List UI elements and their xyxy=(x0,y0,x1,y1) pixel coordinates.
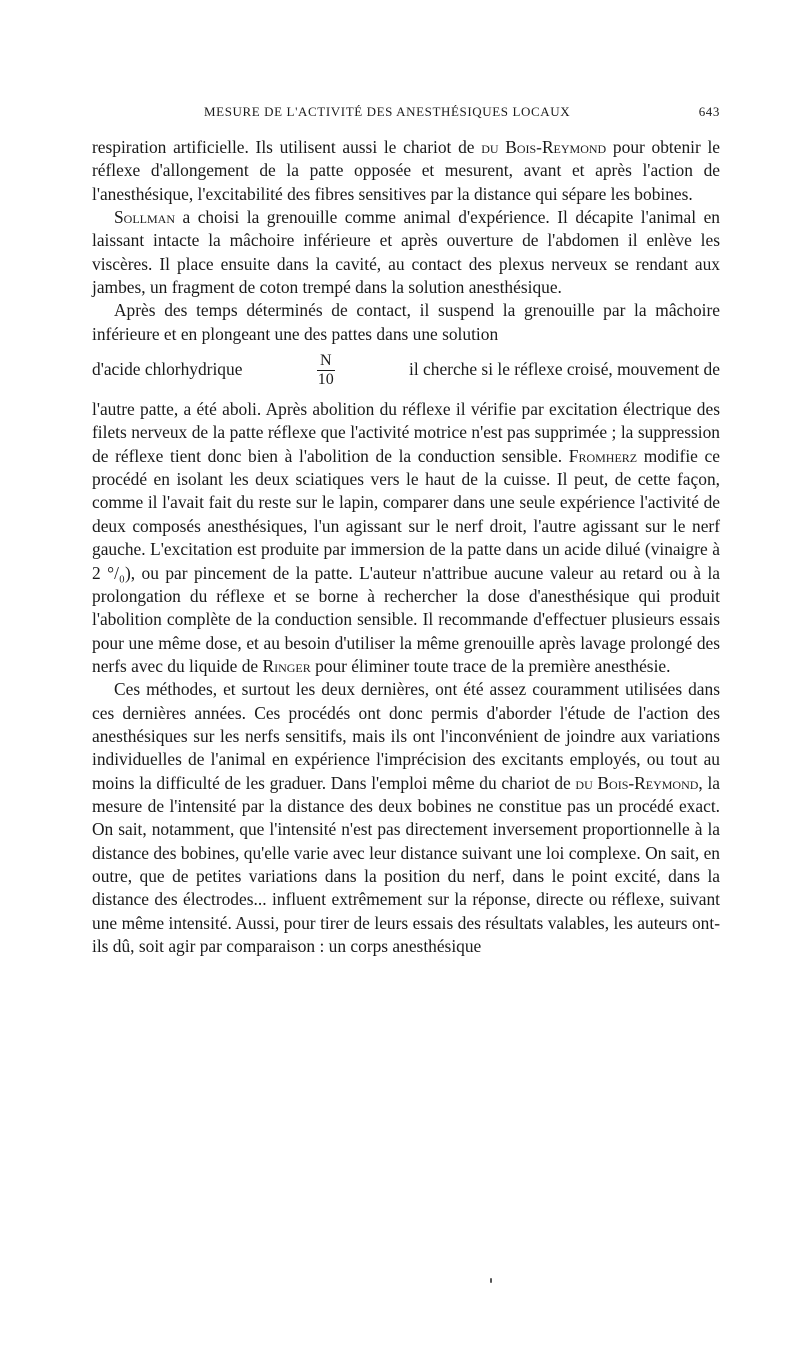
fraction-line xyxy=(92,344,720,396)
print-speck xyxy=(490,1278,492,1283)
text-run: a choisi la grenouille comme animal d'expérience. Il décapite l'animal en laissant intacte la mâchoire inférieure et après ouverture de l'abdomen il enlève les viscères. Il place ensuite dans la cavité, au contact des plexus nerveux se rendant aux jambes, un fragment de coton trempé dans la solution anesthésique. xyxy=(92,207,720,298)
text-run: Après des temps déterminés de contact, il suspend la grenouille par la mâchoire inférieure et en plongeant une des pattes dans une solution xyxy=(92,300,720,344)
paragraph-4 xyxy=(92,678,720,958)
page-number: 643 xyxy=(698,104,720,119)
fraction-denominator: 10 xyxy=(317,370,334,388)
paragraph-3-cont xyxy=(92,398,720,678)
text-run: il cherche si le réflexe croisé, mouvement de xyxy=(409,359,720,380)
text-run: , la mesure de l'intensité par la distance des deux bobines ne constitue pas un procédé exact. On sait, notamment, que l'intensité n'est pas directement inversement proportionnelle à la distance des bobines, qu'elle varie avec leur distance suivant une loi complexe. On sait, en outre, que de petites variations dans la position du nerf, dans le point excité, dans la distance des électrodes... influent extrêmement sur la réponse, directe ou réflexe, suivant une même intensité. Aussi, pour tirer de leurs essais des résultats valables, les auteurs ont-ils dû, soit agir par comparaison : un corps anesthésique xyxy=(92,772,720,956)
text-run: modifie ce procédé en isolant les deux sciatiques vers le haut de la cuisse. Il peut, de cette façon, comme il l'avait fait du reste sur le lapin, comparer dans une seule expérience l'activité de deux composés anesthésiques, l'un agissant sur le nerf droit, l'autre agissant sur le nerf gauche. L'excitation est produite par immersion de la patte dans un acide dilué (vinaigre à 2 °/₀), ou par pincement de la patte. L'auteur n'attribue aucune valeur au retard ou à la prolongation du réflexe et se borne à rechercher la dose d'anesthésique qui produit l'abolition complète de la conduction sensible. Il recommande d'effectuer plusieurs essais pour une même dose, et au besoin d'utiliser la même grenouille après lavage prolongé des nerfs avec du liquide de xyxy=(92,445,720,676)
paragraph-3-start xyxy=(92,299,720,346)
author-name: du Bois-Reymond xyxy=(481,137,607,157)
running-header xyxy=(92,104,720,124)
text-run: pour éliminer toute trace de la première anesthésie. xyxy=(310,655,671,676)
fraction-n-over-10 xyxy=(315,352,337,389)
text-run: pour obtenir le réflexe d'allongement de la patte opposée et mesurent, avant et après l'action de l'anesthésique, l'excitabilité des fibres sensitives par la distance qui sépare les bobines. xyxy=(92,137,721,204)
paragraph-2 xyxy=(92,206,720,299)
paragraph-1 xyxy=(92,136,720,206)
text-run: l'autre patte, a été aboli. Après abolition du réflexe il vérifie par excitation électrique des filets nerveux de la patte réflexe que l'activité motrice n'est pas supprimée ; la suppression de réflexe tient donc bien à l'abolition de la conduction sensible. xyxy=(92,399,720,466)
author-name: du Bois-Reymond xyxy=(575,772,699,793)
body-text xyxy=(92,136,720,958)
author-name: Fromherz xyxy=(568,445,638,466)
running-title: MESURE DE L'ACTIVITÉ DES ANESTHÉSIQUES LOCAUX xyxy=(204,104,571,119)
author-name: Ringer xyxy=(262,655,311,676)
text-run: d'acide chlorhydrique xyxy=(92,359,243,380)
fraction-numerator: N xyxy=(317,352,335,371)
author-name: Sollman xyxy=(114,207,175,228)
text-run: respiration artificielle. Ils utilisent aussi le chariot de xyxy=(92,137,482,157)
text-run: Ces méthodes, et surtout les deux dernières, ont été assez couramment utilisées dans ces dernières années. Ces procédés ont donc permis d'aborder l'étude de l'action des anesthésiques sur les nerfs sensitifs, mais ils ont l'inconvénient de joindre aux variations individuelles de l'animal en expérience l'imprécision des excitants employés, ou tout au moins la difficulté de les graduer. Dans l'emploi même du chariot de xyxy=(92,679,720,793)
